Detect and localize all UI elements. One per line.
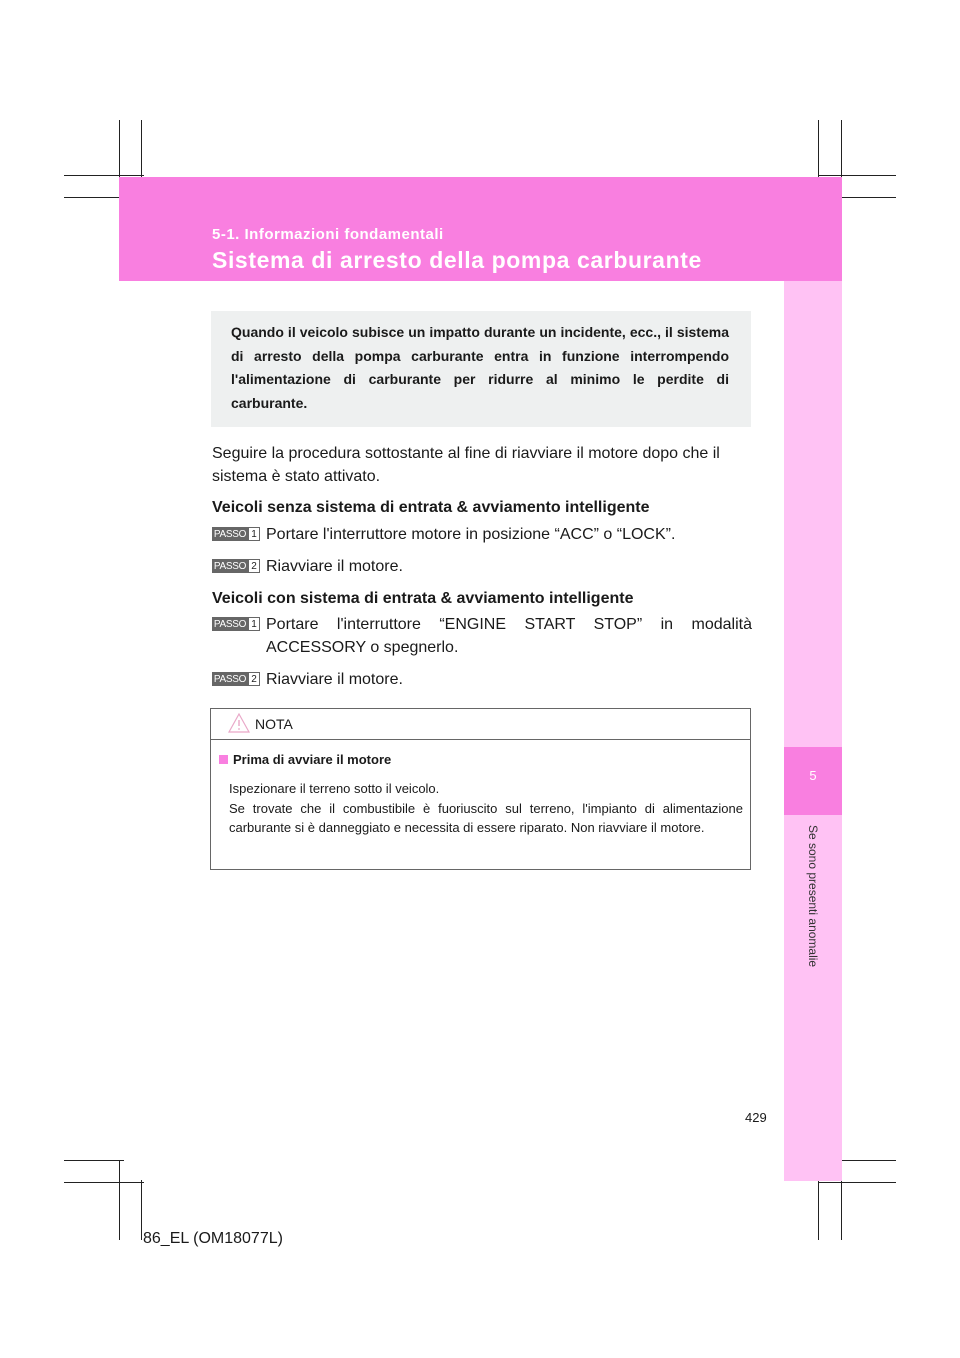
step-item (212, 668, 752, 691)
chapter-side-tab (784, 281, 842, 1181)
page-title: Sistema di arresto della pompa carburante (212, 247, 702, 273)
step-badge (212, 527, 262, 541)
chapter-number: 5 (809, 768, 817, 783)
nota-line: Se trovate che il combustibile è fuoriuscito sul terreno, l'impianto di alimentazione carburante si è danneggiato e necessita di essere riparato. Non riavviare il motore. (229, 800, 743, 835)
step-badge (212, 672, 262, 686)
crop-mark (141, 1180, 142, 1240)
crop-mark (818, 1182, 896, 1183)
step-badge-number: 1 (248, 617, 260, 631)
step-badge-label: PASSO (213, 618, 247, 630)
crop-mark (64, 175, 144, 176)
crop-mark (119, 1160, 120, 1240)
step-badge-label: PASSO (213, 528, 247, 540)
document-code: 86_EL (OM18077L) (143, 1230, 283, 1247)
crop-mark (64, 1182, 144, 1183)
step-text: Riavviare il motore. (266, 671, 403, 688)
crop-mark (838, 197, 896, 198)
nota-subheading-text: Prima di avviare il motore (233, 752, 392, 767)
nota-subheading (219, 752, 391, 767)
step-badge-number: 2 (248, 672, 260, 686)
nota-line: Ispezionare il terreno sotto il veicolo. (229, 781, 440, 796)
step-badge-label: PASSO (213, 673, 247, 685)
nota-box (210, 708, 751, 870)
body-paragraph: Seguire la procedura sottostante al fine di riavviare il motore dopo che il sistema è stato attivato. (212, 445, 720, 485)
intro-text: Quando il veicolo subisce un impatto durante un incidente, ecc., il sistema di arresto della pompa carburante entra in funzione interrompendo l'alimentazione di carburante per ridurre al minimo le perdite di carburante. (231, 324, 729, 411)
step-badge-number: 2 (248, 559, 260, 573)
step-item (212, 523, 752, 546)
section-heading: Veicoli con sistema di entrata & avviamento intelligente (212, 590, 634, 607)
section-label: 5-1. Informazioni fondamentali (212, 226, 444, 243)
crop-mark (838, 1160, 896, 1161)
chapter-title: Se sono presenti anomalie (806, 825, 820, 968)
crop-mark (64, 1160, 124, 1161)
step-badge (212, 617, 262, 631)
step-badge-label: PASSO (213, 560, 247, 572)
step-item (212, 613, 752, 659)
step-badge-number: 1 (248, 527, 260, 541)
square-bullet-icon (219, 755, 228, 764)
intro-box (211, 311, 751, 427)
crop-mark (64, 197, 124, 198)
nota-header (211, 709, 750, 740)
page-number: 429 (745, 1110, 767, 1125)
step-text: Portare l'interruttore “ENGINE START STOP” in modalità ACCESSORY o spegnerlo. (266, 616, 752, 656)
step-text: Portare l'interruttore motore in posizione “ACC” o “LOCK”. (266, 526, 676, 543)
step-item (212, 555, 752, 578)
nota-label: NOTA (255, 716, 293, 732)
step-text: Riavviare il motore. (266, 558, 403, 575)
crop-mark (818, 175, 896, 176)
nota-body (229, 779, 743, 838)
step-badge (212, 559, 262, 573)
section-heading: Veicoli senza sistema di entrata & avviamento intelligente (212, 499, 650, 516)
crop-mark (818, 1180, 819, 1240)
warning-icon (228, 713, 250, 733)
